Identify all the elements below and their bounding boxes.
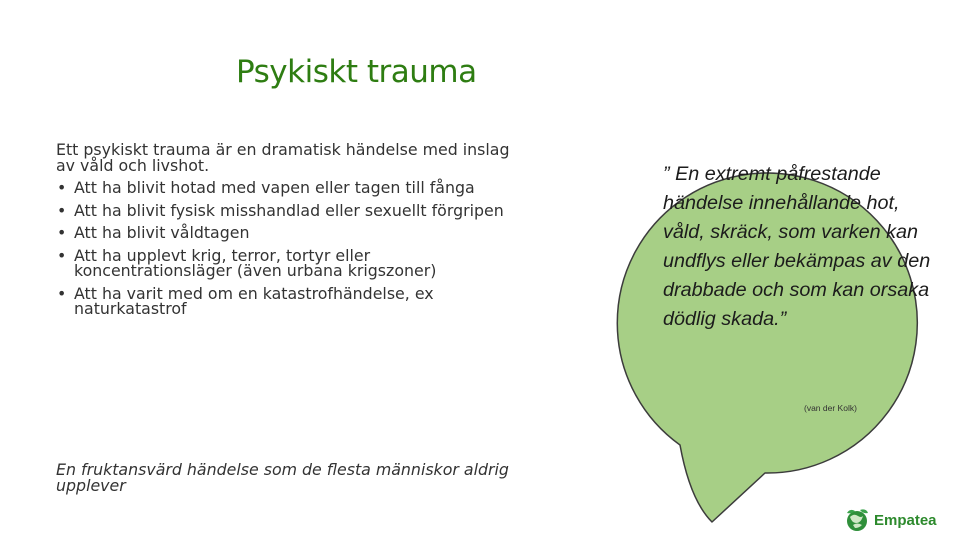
globe-leaf-icon [844,508,870,532]
quote-text: ” En extremt påfrestande händelse innehållande hot, våld, skräck, som varken kan undflys eller bekämpas av den drabbade och som kan orsaka dödlig skada.” [663,163,931,330]
footnote-text: En fruktansvärd händelse som de flesta människor aldrig upplever [56,460,509,495]
empatea-logo [844,507,937,533]
logo-text: Empatea [874,511,937,529]
bullet-item: • Att ha upplevt krig, terror, tortyr eller koncentrationsläger (även urbana krigszoner) [56,248,516,279]
quote-citation: (van der Kolk) [804,403,857,413]
bullet-item: • Att ha blivit våldtagen [56,225,516,241]
bullet-item: • Att ha varit med om en katastrofhändelse, ex naturkatastrof [56,286,516,317]
bullet-item: • Att ha blivit fysisk misshandlad eller sexuellt förgripen [56,203,516,219]
intro-text: Ett psykiskt trauma är en dramatisk händelse med inslag av våld och livshot. [56,140,510,175]
slide-title: Psykiskt trauma [236,54,477,90]
bullet-item: • Att ha blivit hotad med vapen eller tagen till fånga [56,180,516,196]
